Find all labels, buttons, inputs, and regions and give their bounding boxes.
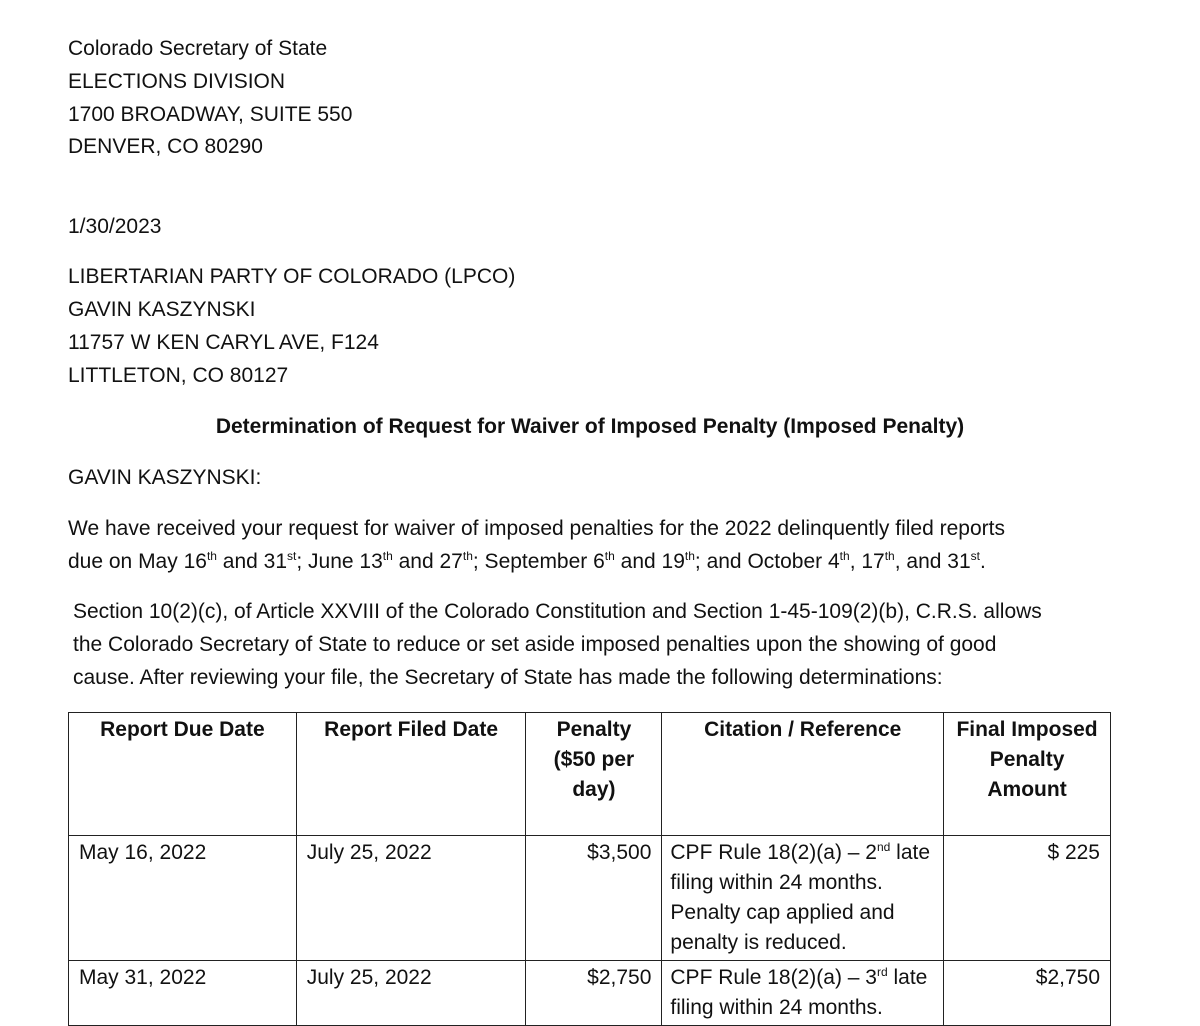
sender-name: Colorado Secretary of State	[68, 37, 328, 60]
paragraph-2-line-2: the Colorado Secretary of State to reduce or set aside imposed penalties upon the showing of good	[73, 633, 997, 656]
filed-date-cell: July 25, 2022	[296, 836, 526, 961]
header-citation: Citation / Reference	[662, 713, 944, 836]
paragraph-2-line-3: cause. After reviewing your file, the Secretary of State has made the following determinations:	[73, 666, 943, 689]
header-due-date: Report Due Date	[69, 713, 297, 836]
paragraph-1	[68, 512, 1005, 578]
letter-date: 1/30/2023	[68, 215, 162, 238]
sender-city: DENVER, CO 80290	[68, 135, 263, 158]
header-penalty: Penalty ($50 per day)	[526, 713, 662, 836]
recipient-city: LITTLETON, CO 80127	[68, 364, 289, 387]
citation-cell: CPF Rule 18(2)(a) – 2nd late filing within 24 months. Penalty cap applied and penalty is reduced.	[662, 836, 944, 961]
sender-street: 1700 BROADWAY, SUITE 550	[68, 103, 353, 126]
paragraph-2-line-1: Section 10(2)(c), of Article XXVIII of the Colorado Constitution and Section 1-45-109(2)(b), C.R.S. allows	[73, 600, 1042, 623]
header-filed-date: Report Filed Date	[296, 713, 526, 836]
table-header-row	[69, 713, 1111, 836]
final-penalty-cell: $ 225	[944, 836, 1111, 961]
table-row	[69, 961, 1111, 1026]
recipient-org: LIBERTARIAN PARTY OF COLORADO (LPCO)	[68, 265, 516, 288]
determinations-table	[68, 712, 1111, 1026]
header-final-penalty: Final Imposed Penalty Amount	[944, 713, 1111, 836]
paragraph-2	[73, 595, 1042, 694]
table-row	[69, 836, 1111, 961]
due-date-cell: May 31, 2022	[69, 961, 297, 1026]
filed-date-cell: July 25, 2022	[296, 961, 526, 1026]
due-date-cell: May 16, 2022	[69, 836, 297, 961]
sender-division: ELECTIONS DIVISION	[68, 70, 286, 93]
recipient-name: GAVIN KASZYNSKI	[68, 298, 256, 321]
document-title: Determination of Request for Waiver of Imposed Penalty (Imposed Penalty)	[215, 415, 965, 438]
final-penalty-cell: $2,750	[944, 961, 1111, 1026]
recipient-street: 11757 W KEN CARYL AVE, F124	[68, 331, 379, 354]
paragraph-1-line-2: due on May 16th and 31st; June 13th and 27th; September 6th and 19th; and October 4th, 17th, and 31st.	[68, 549, 986, 573]
penalty-cell: $3,500	[526, 836, 662, 961]
salutation: GAVIN KASZYNSKI:	[68, 466, 262, 489]
citation-cell: CPF Rule 18(2)(a) – 3rd late filing within 24 months.	[662, 961, 944, 1026]
penalty-cell: $2,750	[526, 961, 662, 1026]
paragraph-1-line-1: We have received your request for waiver of imposed penalties for the 2022 delinquently filed reports	[68, 517, 1005, 540]
